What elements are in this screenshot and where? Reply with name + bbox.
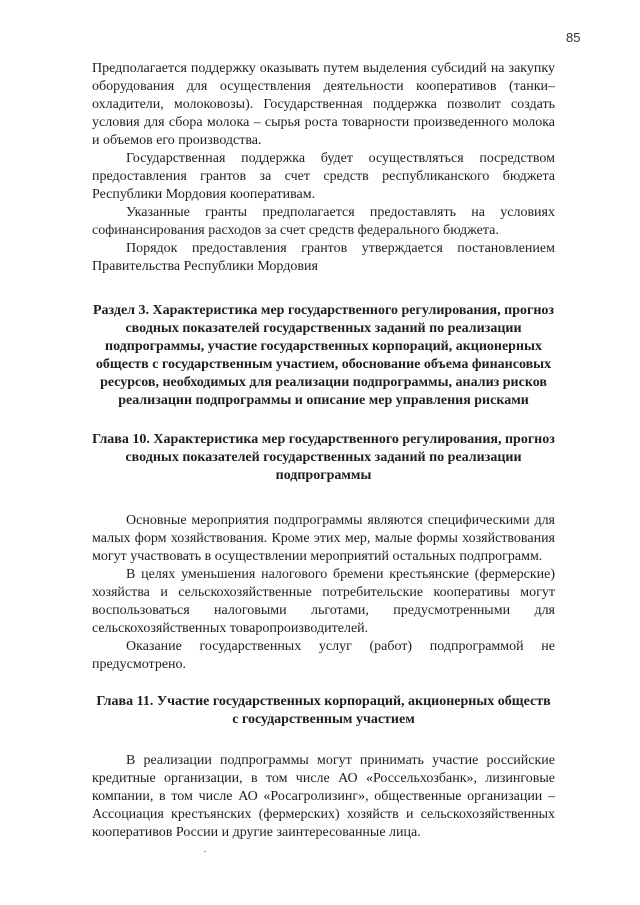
section-3-heading: Раздел 3. Характеристика мер государственного регулирования, прогноз сводных показателей государственных заданий по реализации подпрограммы, участие государственных корпораций, акционерных обществ с государственным участием, обоснование объема финансовых ресурсов, необходимых для реализации подпрограммы, анализ рисков реализации подпрограммы и описание мер управления рисками xyxy=(92,303,555,408)
chapter-10-paragraph: Оказание государственных услуг (работ) подпрограммой не предусмотрено. xyxy=(92,639,555,672)
chapter-11-paragraph: В реализации подпрограммы могут принимать участие российские кредитные организации, в том числе АО «Россельхозбанк», лизинговые компании, в том числе АО «Росагролизинг», общественные организации – Ассоциация крестьянских (фермерских) хозяйств и сельскохозяйственных кооперативов России и другие заинтересованные лица. xyxy=(92,753,555,840)
chapter-11-body xyxy=(92,752,555,842)
intro-paragraph: Указанные гранты предполагается предоставлять на условиях софинансирования расходов за счет средств федерального бюджета. xyxy=(92,205,555,238)
intro-paragraph: Государственная поддержка будет осуществляться посредством предоставления грантов за счет средств республиканского бюджета Республики Мордовия кооперативам. xyxy=(92,151,555,202)
intro-paragraph: Предполагается поддержку оказывать путем выделения субсидий на закупку оборудования для осуществления деятельности кооперативов (танки–охладители, молоковозы). Государственная поддержка позволит создать условия для сбора молока – сырья роста товарности произведенного молока и объемов его производства. xyxy=(92,61,555,148)
chapter-10-paragraph: В целях уменьшения налогового бремени крестьянские (фермерские) хозяйства и сельскохозяйственные потребительские кооперативы могут воспользоваться налоговыми льготами, предусмотренными для сельскохозяйственных товаропроизводителей. xyxy=(92,567,555,636)
chapter-11-heading: Глава 11. Участие государственных корпораций, акционерных обществ с государственным участием xyxy=(96,694,551,727)
chapter-10-body xyxy=(92,512,555,674)
intro-paragraph: Порядок предоставления грантов утверждается постановлением Правительства Республики Мордовия xyxy=(92,241,555,274)
chapter-10-heading: Глава 10. Характеристика мер государственного регулирования, прогноз сводных показателей государственных заданий по реализации подпрограммы xyxy=(92,432,555,483)
page-content xyxy=(92,60,555,842)
scan-speck xyxy=(204,851,206,852)
page-number: 85 xyxy=(566,30,581,45)
chapter-10-paragraph: Основные мероприятия подпрограммы являются специфическими для малых форм хозяйствования. Кроме этих мер, малые формы хозяйствования могут участвовать в осуществлении мероприятий остальных подпрограмм. xyxy=(92,513,555,564)
